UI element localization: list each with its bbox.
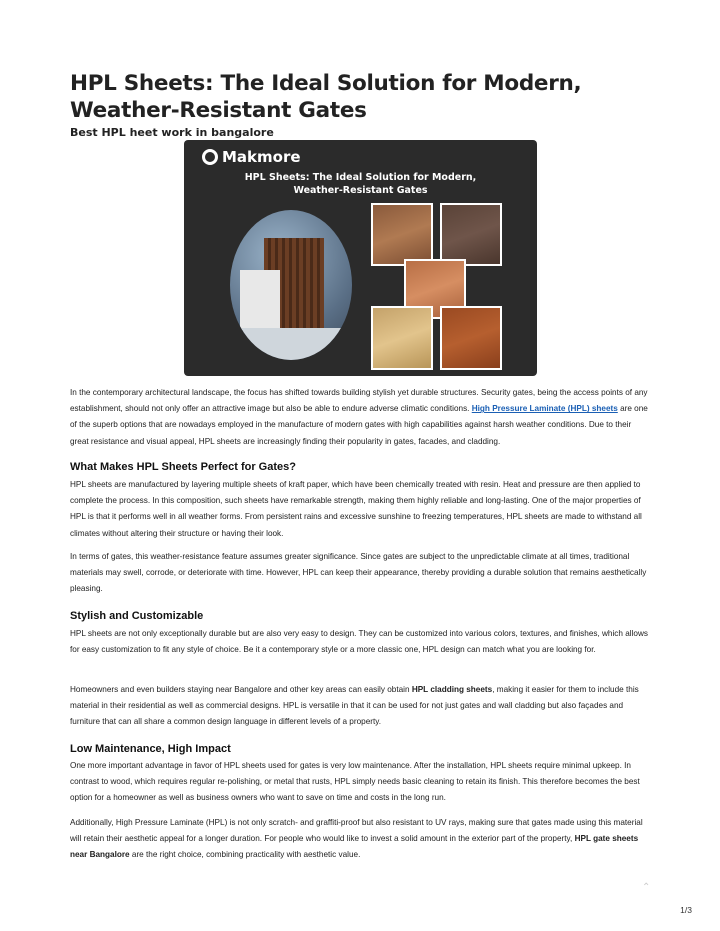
brand-logo <box>202 148 301 166</box>
body-paragraph: Homeowners and even builders staying near Bangalore and other key areas can easily obtain HPL cladding sheets, making it easier for them to include this material in their residential as well as commercial designs. HPL is versatile in that it can be used for not just gates and wall cladding but also façades and furniture that can all share a common design language in different levels of a property. <box>70 685 639 727</box>
body-paragraph: In terms of gates, this weather-resistance feature assumes greater significance. Since gates are subject to the unpredictable climate at all times, traditional materials may swell, corrode, or deteriorate with time. However, HPL can keep their appearance, thereby providing a durable solution that remains aesthetically pleasing. <box>70 552 647 594</box>
hero-title-line2: Weather-Resistant Gates <box>293 185 428 196</box>
body-paragraph: HPL sheets are not only exceptionally durable but are also very easy to design. They can be customized into various colors, textures, and finishes, which allows for easy customization to fit any style of choice. Be it a contemporary style or a more classic one, HPL design can match what you are looking for. <box>70 629 648 655</box>
page-subtitle: Best HPL heet work in bangalore <box>70 126 274 139</box>
section-heading: Stylish and Customizable <box>70 610 204 622</box>
hpl-sheets-link[interactable]: High Pressure Laminate (HPL) sheets <box>471 404 618 414</box>
body-paragraph: HPL sheets are manufactured by layering multiple sheets of kraft paper, which have been chemically treated with resin. Heat and pressure are then applied to complete the process. In this composition, such sheets have remarkable strength, making them highly reliable and long-lasting. One of the major properties of HPL is that it performs well in all weather forms. From persistent rains and excessive sunshine to freezing temperatures, HPL sheets are made to withstand all climates without altering their structure or having their look. <box>70 480 642 538</box>
laminate-swatch <box>371 203 433 266</box>
hero-title <box>184 171 537 197</box>
body-paragraph: One more important advantage in favor of HPL sheets used for gates is very low maintenance. After the installation, HPL sheets require minimal upkeep. In contrast to wood, which requires regular re-polishing, or metal that rusts, HPL simply needs basic cleaning to retain its finish. This therefore becomes the best option for a homeowner as well as business owners who want to save on time and costs in the long run. <box>70 761 640 803</box>
body-paragraph: Additionally, High Pressure Laminate (HPL) is not only scratch- and graffiti-proof but also resistant to UV rays, making sure that gates made using this material will retain their aesthetic appeal for a longer duration. For people who would like to invest a solid amount in the exterior part of the property, HPL gate sheets near Bangalore are the right choice, combining practicality with aesthetic value. <box>70 818 643 860</box>
building-photo <box>230 210 352 360</box>
page-title: HPL Sheets: The Ideal Solution for Modern, Weather-Resistant Gates <box>70 71 582 123</box>
hero-image <box>184 140 537 376</box>
laminate-swatch <box>440 203 502 266</box>
laminate-swatch <box>371 306 433 370</box>
gear-icon <box>202 149 218 165</box>
chevron-up-icon[interactable]: ⌃ <box>642 882 651 893</box>
hero-title-line1: HPL Sheets: The Ideal Solution for Modern, <box>244 172 477 183</box>
laminate-swatch <box>440 306 502 370</box>
section-heading: What Makes HPL Sheets Perfect for Gates? <box>70 461 296 473</box>
logo-text: Makmore <box>222 148 301 166</box>
section-heading: Low Maintenance, High Impact <box>70 743 231 755</box>
intro-paragraph: In the contemporary architectural landscape, the focus has shifted towards building stylish yet durable structures. Security gates, being the access points of any establishment, should not only offer an attractive image but also be able to endure adverse climatic conditions. High Pressure Laminate (HPL) sheets are one of the superb options that are nowadays employed in the manufacture of modern gates with high capabilities against harsh weather conditions. Due to their great resistance and visual appeal, HPL sheets are increasingly finding their popularity in gates, facades, and cladding. <box>70 388 648 446</box>
page-number: 1/3 <box>680 905 692 915</box>
